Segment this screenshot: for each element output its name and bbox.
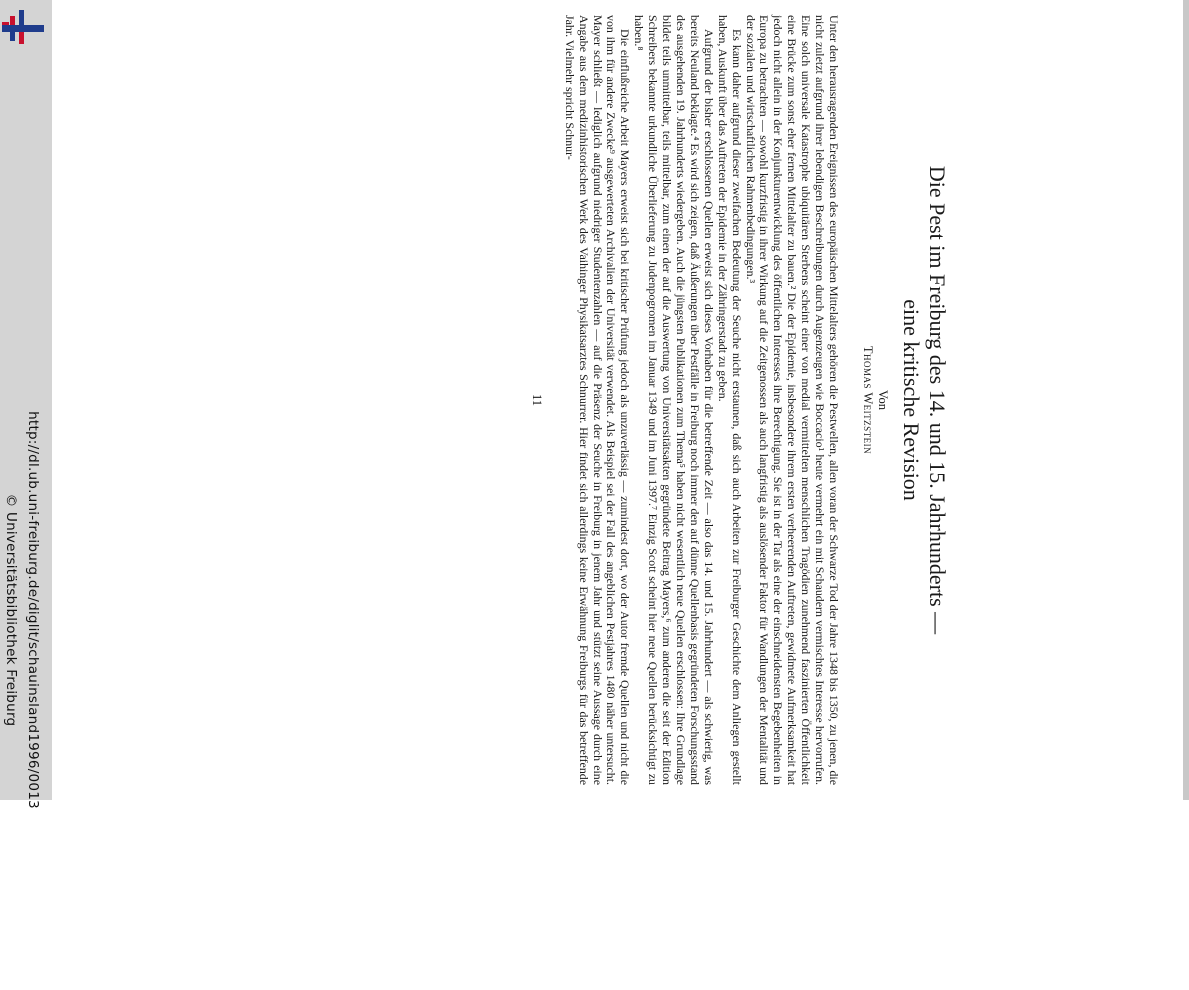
paragraph: Unter den herausragenden Ereignissen des europäischen Mittelalters gehören die Pestwellen, allen voran der Schwarze Tod der Jahre 1348 bis 1350, zu jenen, die nicht zuletzt aufgrund ihrer lebendigen Beschreibungen durch Augenzeugen wie Boccacio¹ heute vermehrt ein mit Schaudern vermischtes Interesse hervorrufen. Eine solch universale Katastrophe ubiquitären Sterbens scheint einer von medial vermittelten menschlichen Tragödien zunehmend faszinierten Öffentlichkeit eine Brücke zum sonst eher fernen Mittelalter zu bauen.² Die der Epidemie, insbesondere ihrem ersten verheerenden Auftreten, gewidmete Aufmerksamkeit hat jedoch nicht allein in der Konjunkturentwicklung des öffentlichen Interesses ihre Berechtigung. Sie ist in der Tat als eine der einschneidensten Begebenheiten in Europa zu betrachten — sowohl kurzfristig in ihrer Wirkung auf die Zeitgenossen als auch langfristig als auslösender Faktor für Wandlungen der Mentalität und der sozialen und wirtschaftlichen Rahmenbedingungen.³ xyxy=(743,15,841,785)
byline-von: Von xyxy=(876,390,890,410)
title-line-2: eine kritische Revision xyxy=(899,299,924,501)
paragraph: Es kann daher aufgrund dieser zweifachen Bedeutung der Seuche nicht erstaunen, daß sich auch Arbeiten zur Freiburger Geschichte dem Anliegen gestellt haben, Auskunft über das Auftreten der Epidemie in der Zähringerstadt zu geben. xyxy=(715,15,744,785)
paragraph: Aufgrund der bisher erschlossenen Quellen erweist sich dieses Vorhaben für die betreffende Zeit — also das 14. und 15. Jahrhundert — als schwierig, was bereits Neuland beklagte.⁴ Es wird sich zeigen, daß Äußerungen über Pestfälle in Freiburg noch immer den auf dünne Quellenbasis gegründeten Forschungsstand des ausgehenden 19. Jahrhunderts wiedergeben. Auch die jüngsten Publikationen zum Thema⁵ haben nicht wesentlich neue Quellen erschlossen: Ihre Grundlage bildet teils unmittelbar, teils mittelbar, zum einen der auf die Auswertung von Universitätsakten gegründete Beitrag Mayers,⁶ zum anderen die seit der Edition Schreibers bekannte urkundliche Überlieferung zu Judenpogromen im Januar 1349 und im Juni 1397.⁷ Einzig Scott scheint hier neue Quellen berücksichtigt zu haben.⁸ xyxy=(632,15,716,785)
right-scrollbar[interactable] xyxy=(1183,0,1189,800)
author-name: Thomas Weitzstein xyxy=(861,345,875,455)
title-line-1: Die Pest im Freiburg des 14. und 15. Jahrhunderts — xyxy=(925,165,950,635)
paragraph: Die einflußreiche Arbeit Mayers erweist sich bei kritischer Prüfung jedoch als unzuverlässig — zumindest dort, wo der Autor fremde Quellen und nicht die von ihm für andere Zwecke⁹ ausgewerteten Archivalien der Universität verwendet. Als Beispiel sei der Fall des angeblichen Pestjahres 1480 näher untersucht. Mayer schließt — lediglich aufgrund niedriger Studentenzahlen — auf die Präsenz der Seuche in Freiburg in jenem Jahr und stützt seine Aussage durch eine Angabe aus dem medizinhistorischen Werk des Vaihinger Physikatsarztes Schnurrer. Hier findet sich allerdings keine Erwähnung Freiburgs für das betreffende Jahr. Vielmehr spricht Schnur- xyxy=(562,15,633,785)
left-margin-bar xyxy=(0,0,52,809)
page-number: 11 xyxy=(529,393,544,407)
source-url[interactable]: http://dl.ub.uni-freiburg.de/diglit/schauinsland1996/0013 xyxy=(25,411,41,809)
copyright-notice: © Universitätsbibliothek Freiburg xyxy=(3,493,19,727)
source-url-block xyxy=(0,230,44,990)
scanned-page xyxy=(250,15,950,785)
article-body xyxy=(562,15,840,785)
article-title xyxy=(898,15,950,785)
university-library-freiburg-logo-icon xyxy=(2,8,44,50)
